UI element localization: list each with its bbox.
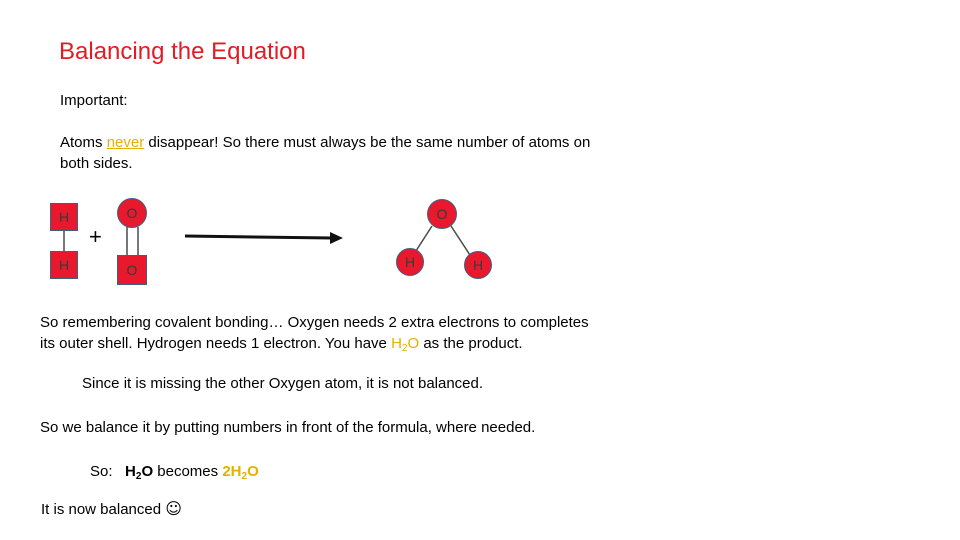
conclusion-text: It is now balanced (41, 501, 166, 518)
smiley-icon: ☺ (165, 499, 182, 518)
example-prefix: So: (90, 463, 126, 480)
hydrogen-atom-2: H (50, 251, 78, 279)
reaction-arrow-head (330, 232, 343, 244)
o-h-bond-right (451, 226, 470, 255)
water-hydrogen-atom-2: H (464, 251, 492, 279)
conclusion (41, 498, 182, 520)
explanation-text-a: its outer shell. Hydrogen needs 1 electron. You have (40, 335, 392, 352)
important-label: Important: (60, 92, 128, 109)
product-formula (391, 335, 419, 352)
example-from-subscript: 2 (135, 471, 142, 482)
water-hydrogen-atom-1: H (396, 248, 424, 276)
water-oxygen-atom: O (427, 199, 457, 229)
reaction-arrow-shaft (185, 236, 332, 238)
product-formula-o: O (407, 335, 420, 352)
example-to-subscript: 2 (241, 471, 248, 482)
explanation-line-2 (40, 333, 523, 354)
rule-text-b: disappear! So there must always be the same number of atoms on (144, 134, 591, 151)
example-from-o: O (141, 463, 154, 480)
example-to-coef-h: 2H (222, 463, 242, 480)
example-becomes: becomes (153, 463, 223, 480)
balance-statement: So we balance it by putting numbers in front of the formula, where needed. (40, 419, 536, 436)
product-formula-subscript: 2 (401, 343, 408, 354)
balanced-example (90, 461, 259, 482)
rule-line-2: both sides. (60, 155, 133, 172)
oxygen-atom-2: O (117, 255, 147, 285)
example-from-formula (125, 463, 153, 480)
explanation-line-1: So remembering covalent bonding… Oxygen needs 2 extra electrons to completes (40, 314, 589, 331)
hydrogen-atom-1: H (50, 203, 78, 231)
missing-statement: Since it is missing the other Oxygen atom, it is not balanced. (82, 375, 484, 392)
rule-text-a: Atoms (60, 134, 107, 151)
rule-emphasis: never (106, 134, 145, 151)
example-from-h: H (125, 463, 136, 480)
slide-title: Balancing the Equation (59, 38, 306, 65)
oxygen-atom-1: O (117, 198, 147, 228)
plus-sign: + (89, 224, 102, 249)
example-to-formula (222, 463, 258, 480)
product-formula-h: H (391, 335, 402, 352)
example-to-o: O (247, 463, 259, 480)
explanation-text-b: as the product. (419, 335, 523, 352)
